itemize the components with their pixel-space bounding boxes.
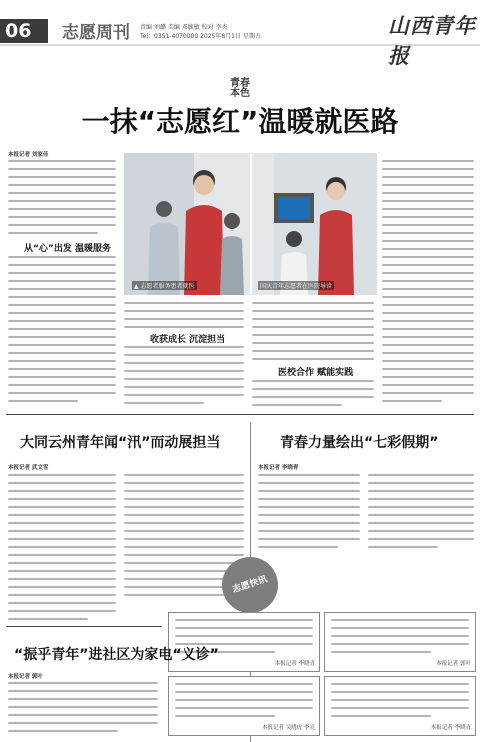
brief-2-byline: 本报记者 郭叶 [436, 661, 471, 667]
story3-headline: 青春力量绘出“七彩假期” [280, 435, 439, 451]
editor-credits: 责编 刘璐 美编 邓毓敏 校对 李杰 [140, 24, 228, 31]
story3-byline: 本报记者 李晓青 [258, 465, 299, 471]
page-number: 06 [0, 19, 48, 43]
story2-headline: 大同云州青年闻“汛”而动展担当 [20, 435, 221, 451]
news-brief-2 [324, 612, 476, 672]
feature-byline: 本报记者 刘家佳 [8, 152, 49, 158]
subhead-3: 医校合作 赋能实践 [278, 368, 354, 378]
news-brief-4 [324, 676, 476, 736]
photo-caption-right: 国庆青年志愿者在医院导诊 [260, 283, 333, 290]
story4-divider [6, 626, 162, 627]
brief-3-byline: 本报记者 吴晓虎 李亮 [262, 725, 315, 731]
photo-illustration [124, 153, 377, 295]
brief-4-byline: 本报记者 李晓青 [430, 725, 471, 731]
newspaper-logo: 山西青年报 [388, 13, 476, 68]
feature-photo [124, 153, 377, 295]
story2-byline: 本报记者 武文雪 [8, 465, 49, 471]
contact-date: Tel：0351-4070000 2025年8月1日 星期五 [140, 33, 261, 40]
subhead-2: 收获成长 沉淀担当 [150, 335, 226, 345]
brief-1-byline: 本报记者 李晓青 [274, 661, 315, 667]
news-flash-badge: 志愿快讯 [215, 550, 286, 621]
story4-headline: “振乎青年”进社区为家电“义诊” [14, 647, 219, 663]
section-divider [6, 414, 474, 415]
subhead-1: 从“心”出发 温暖服务 [24, 244, 111, 254]
page-header [0, 0, 480, 68]
page-section-name: 志愿周刊 [62, 23, 130, 43]
photo-caption-left: ▲ 志愿者服务患者就医 [134, 283, 195, 290]
news-brief-3 [168, 676, 320, 736]
kicker-text: 青春 本色 [230, 78, 250, 99]
story4-byline: 本报记者 郭叶 [8, 674, 43, 680]
feature-headline: 一抹“志愿红”温暖就医路 [81, 105, 399, 138]
kicker-badge [205, 79, 275, 99]
